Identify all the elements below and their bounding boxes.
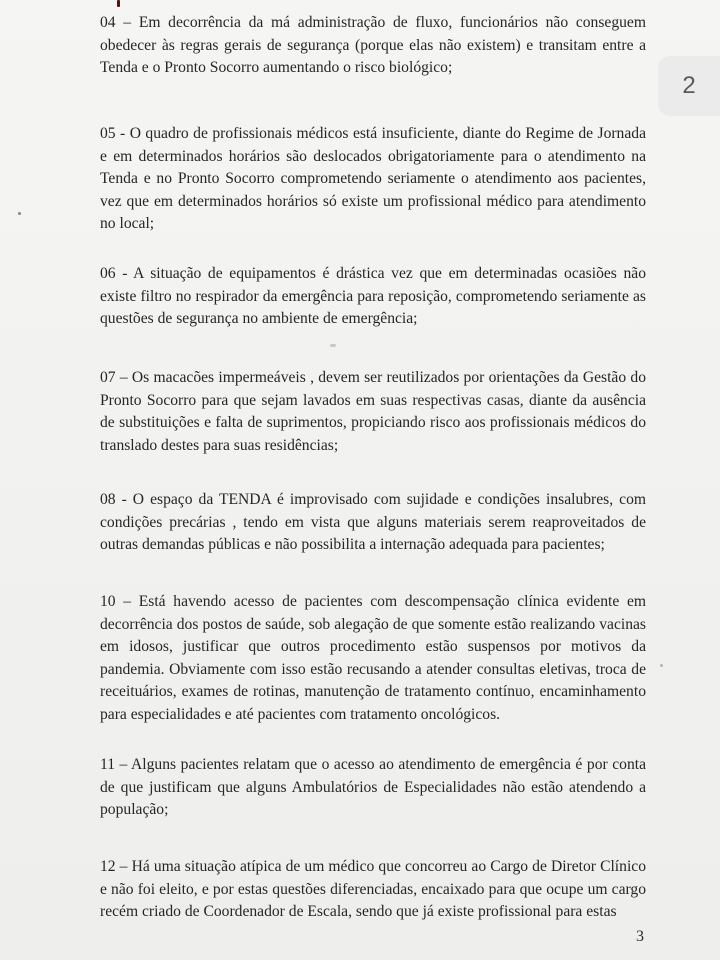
speck — [330, 344, 336, 347]
paragraph-10-text: 10 – Está havendo acesso de pacientes com descompensação clínica evidente em decorrência dos postos de saúde, sob alegação de que somente estão realizando vacinas em idosos, justificar que outros procedimento estão suspensos por motivos da pandemia. Obviamente com isso estão recusando a atender consultas eletivas, troca de receituários, exames de rotinas, manutenção de tratamento contínuo, encaminhamento para especialidades e até pacientes com tratamento oncológicos. — [100, 593, 646, 723]
paragraph-04 — [100, 12, 646, 80]
paragraph-07 — [100, 367, 646, 457]
ink-mark — [117, 0, 120, 7]
paragraph-08 — [100, 489, 646, 557]
page-number: 3 — [636, 928, 644, 945]
paragraph-12 — [100, 856, 646, 924]
paragraph-07-text: 07 – Os macacões impermeáveis , devem ser reutilizados por orientações da Gestão do Pronto Socorro para que sejam lavados em suas respectivas casas, diante da ausência de substituições e falta de suprimentos, propiciando risco aos profissionais médicos do translado destes para suas residências; — [100, 369, 646, 454]
image-index-badge[interactable]: 2 — [658, 56, 720, 116]
paragraph-11 — [100, 754, 646, 822]
paragraph-11-text: 11 – Alguns pacientes relatam que o acesso ao atendimento de emergência é por conta de que justificam que alguns Ambulatórios de Especialidades não estão atendendo a população; — [100, 756, 646, 818]
paragraph-05 — [100, 123, 646, 236]
paragraph-12-text: 12 – Há uma situação atípica de um médico que concorreu ao Cargo de Diretor Clínico e não foi eleito, e por estas questões diferenciadas, encaixado para que ocupe um cargo recém criado de Coordenador de Escala, sendo que já existe profissional para estas — [100, 858, 646, 920]
paragraph-06 — [100, 263, 646, 331]
paragraph-10 — [100, 591, 646, 726]
paragraph-04-text: 04 – Em decorrência da má administração de fluxo, funcionários não conseguem obedecer às regras gerais de segurança (porque elas não existem) e transitam entre a Tenda e o Pronto Socorro aumentando o risco biológico; — [100, 14, 646, 76]
speck — [18, 212, 21, 215]
paragraph-06-text: 06 - A situação de equipamentos é drástica vez que em determinadas ocasiões não existe filtro no respirador da emergência para reposição, comprometendo seriamente as questões de segurança no ambiente de emergência; — [100, 265, 646, 327]
speck — [660, 664, 663, 667]
paragraph-05-text: 05 - O quadro de profissionais médicos está insuficiente, diante do Regime de Jornada e em determinados horários são deslocados obrigatoriamente para o atendimento na Tenda e no Pronto Socorro comprometendo seriamente o atendimento aos pacientes, vez que em determinados horários só existe um profissional médico para atendimento no local; — [100, 125, 646, 232]
paragraph-08-text: 08 - O espaço da TENDA é improvisado com sujidade e condições insalubres, com condições precárias , tendo em vista que alguns materiais serem reaproveitados de outras demandas públicas e não possibilita a internação adequada para pacientes; — [100, 491, 646, 553]
